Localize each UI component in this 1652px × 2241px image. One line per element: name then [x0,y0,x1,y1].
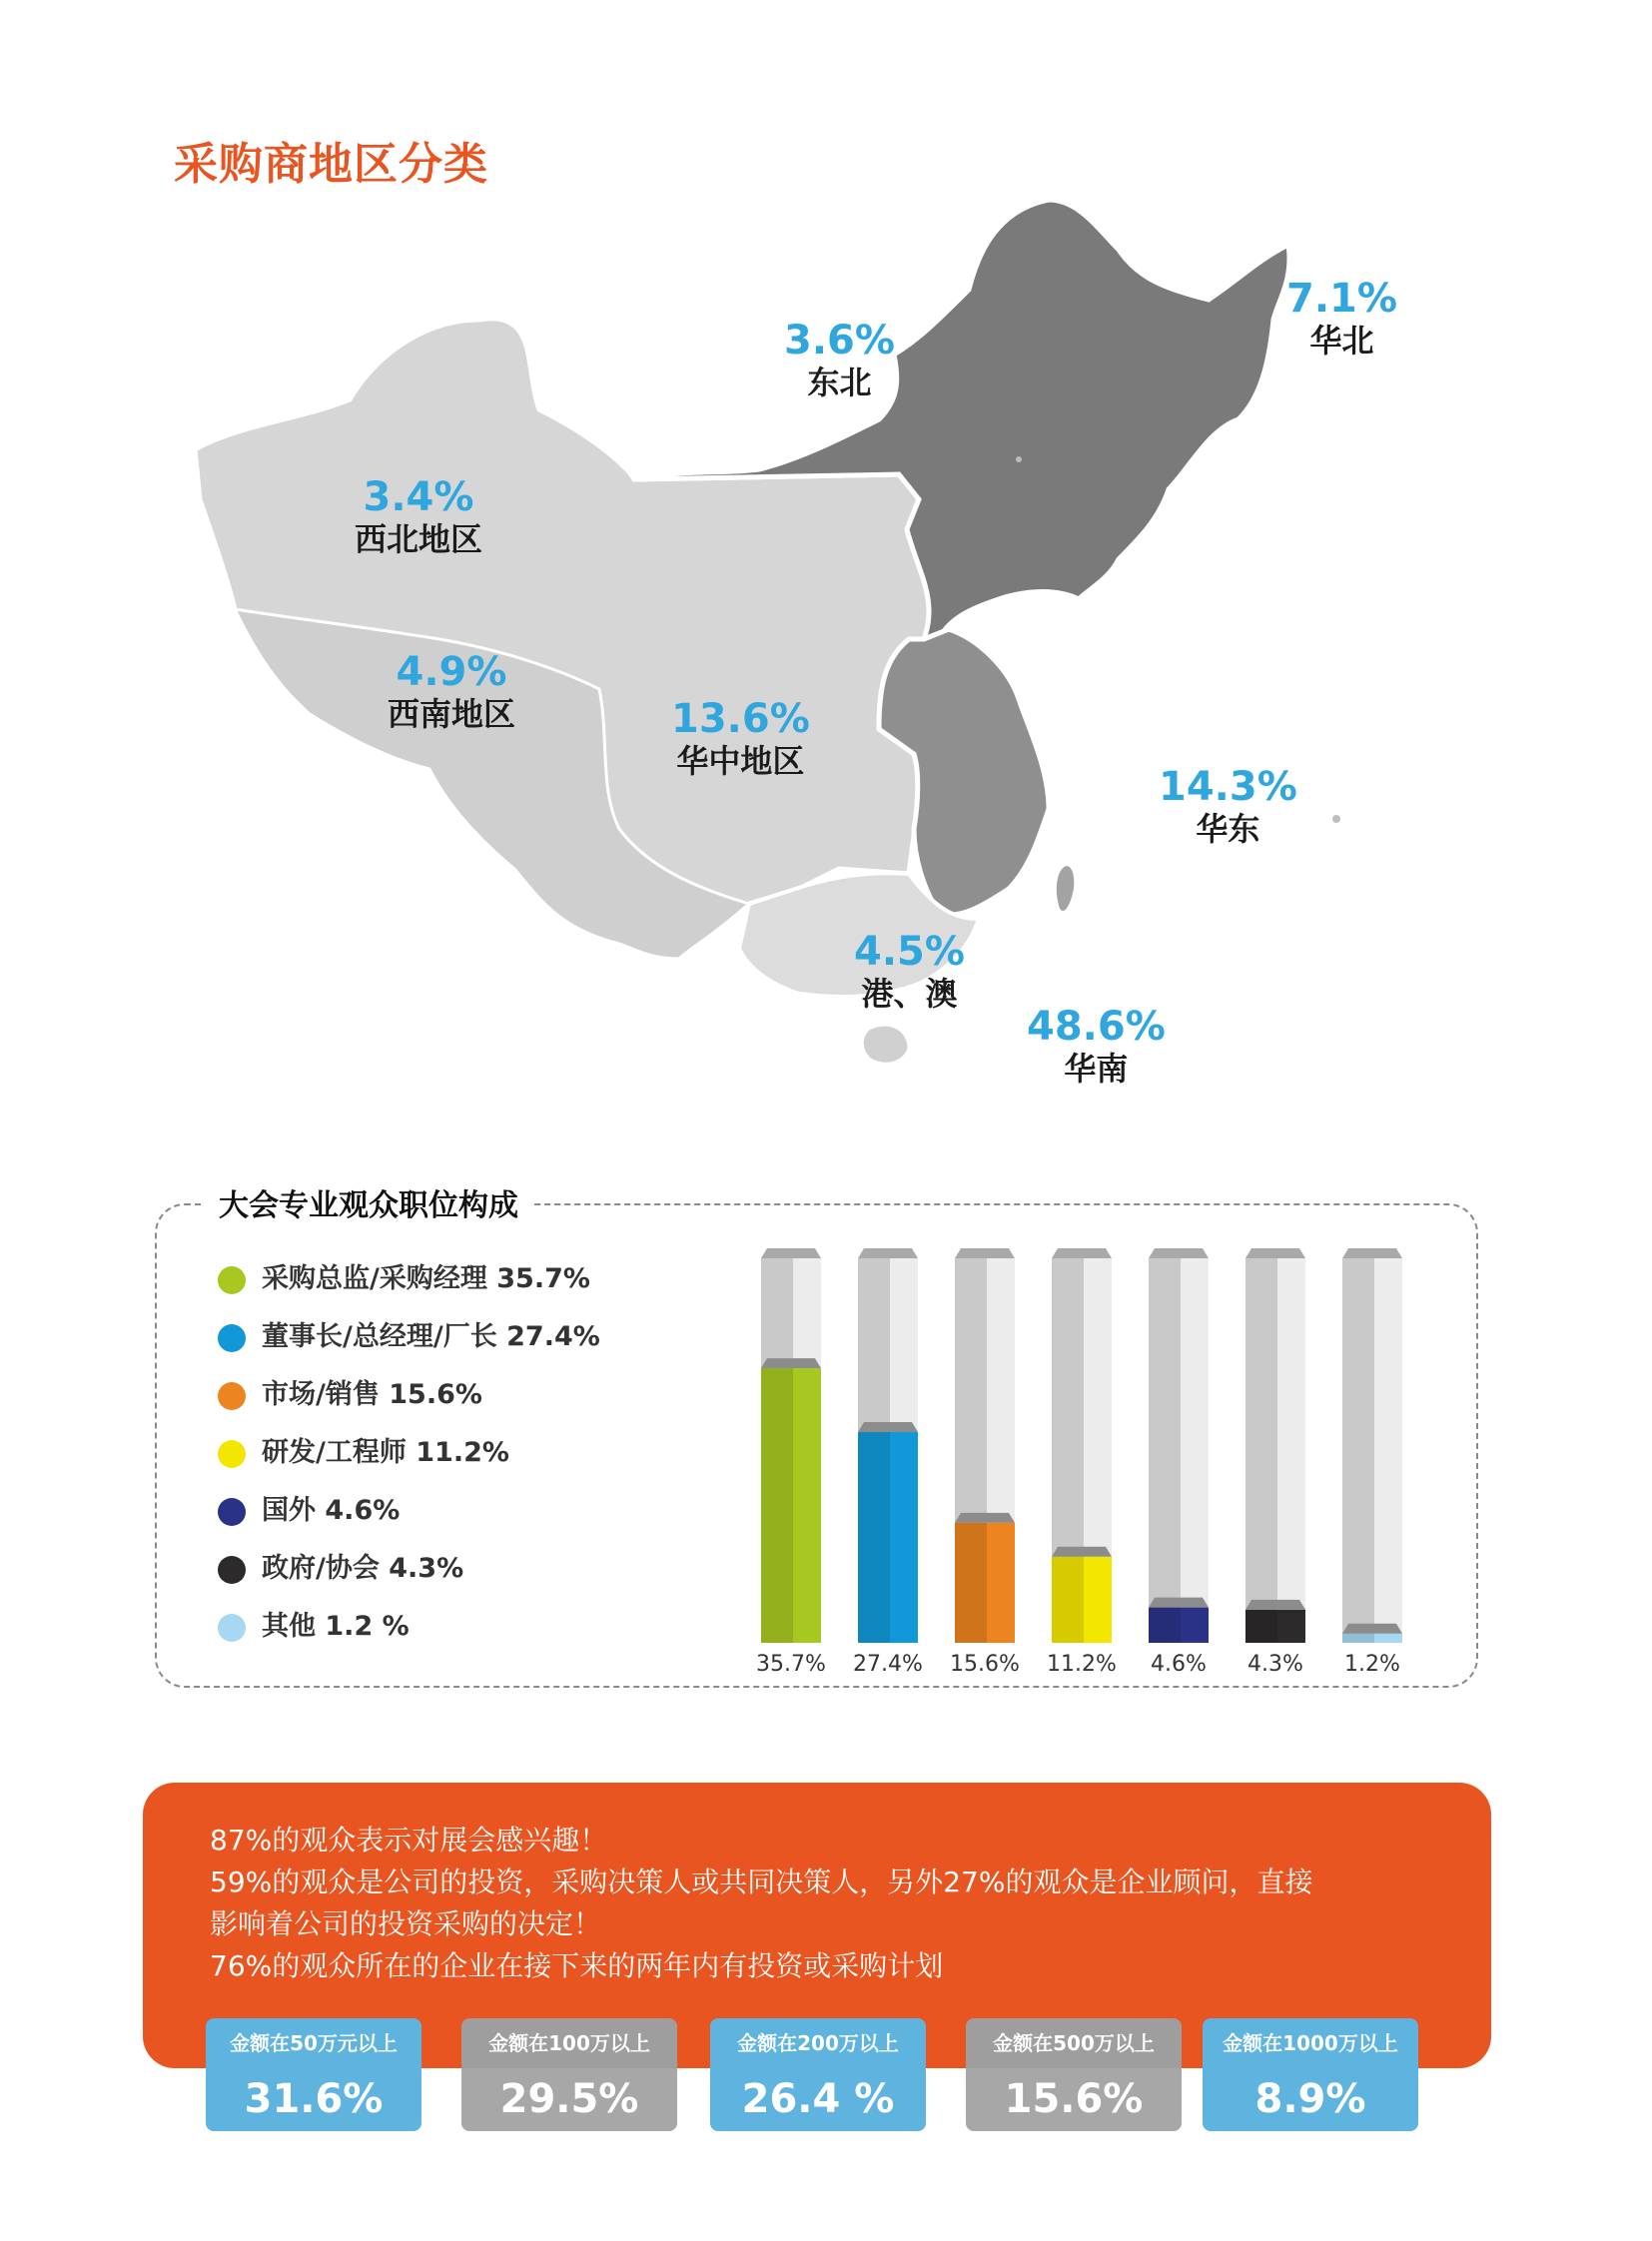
bar-group-3 [950,1248,1020,1677]
region-name: 西北地区 [355,520,483,558]
bar-group-1 [756,1248,826,1677]
region-pct: 14.3% [1159,764,1297,810]
region-name: 西南地区 [388,695,516,733]
map-section-title: 采购商地区分类 [174,139,488,190]
legend-dot-icon [218,1324,246,1352]
amount-value: 31.6% [206,2068,421,2131]
bar-front [955,1523,987,1643]
bar-track-cap [858,1248,918,1258]
banner-line: 87%的观众表示对展会感兴趣！ [210,1824,608,1857]
bar-side [1277,1610,1305,1643]
legend-dot-icon [218,1556,246,1584]
bar-side [793,1368,821,1643]
region-pct: 48.6% [1027,1004,1166,1050]
bar-side [890,1432,918,1643]
legend-dot-icon [218,1266,246,1294]
amount-value: 8.9% [1203,2068,1418,2131]
bar-cap [955,1513,1015,1523]
bar-cap [858,1422,918,1432]
amount-value: 29.5% [461,2068,677,2131]
bar-track-front [1342,1258,1374,1643]
region-pct: 3.6% [784,318,895,364]
map-island-dot [1332,815,1340,823]
bar-track-cap [1245,1248,1305,1258]
bar-cap [1149,1598,1209,1608]
bar-track-cap [1149,1248,1209,1258]
bar-group-2 [853,1248,923,1677]
bar-value-label: 35.7% [756,1652,826,1677]
region-map [180,170,1398,1099]
map-taiwan-island [1056,865,1076,912]
amount-card [966,2018,1182,2131]
banner-text [210,1820,1448,1987]
bar-track-side [1277,1258,1305,1643]
region-label-northwest [355,474,482,558]
banner-line: 59%的观众是公司的投资，采购决策人或共同决策人，另外27%的观众是企业顾问，直接 [210,1866,1313,1898]
amount-card [1203,2018,1418,2131]
legend-label: 研发/工程师 11.2% [262,1437,509,1468]
bar-cap [1052,1547,1112,1557]
legend-label: 董事长/总经理/厂长 27.4% [262,1321,600,1352]
positions-chart-title: 大会专业观众职位构成 [205,1180,532,1224]
legend-dot-icon [218,1440,246,1468]
bar-track-side [1181,1258,1209,1643]
bar-side [987,1523,1015,1643]
region-label-south [1027,1004,1166,1088]
region-pct: 7.1% [1286,276,1397,322]
bar-front [1245,1610,1277,1643]
region-pct: 4.5% [854,929,965,975]
map-island-dot [1016,456,1022,462]
bar-track-front [1245,1258,1277,1643]
bar-group-5 [1149,1248,1209,1677]
amount-label: 金额在200万以上 [710,2018,926,2068]
banner-line: 影响着公司的投资采购的决定！ [210,1907,602,1940]
bar-track-side [1374,1258,1402,1643]
region-name: 华东 [1196,810,1260,848]
amount-value: 15.6% [966,2068,1182,2131]
bar-value-label: 27.4% [853,1652,923,1677]
region-name: 华中地区 [676,742,805,780]
amount-card [461,2018,677,2131]
region-label-east [1159,764,1297,848]
bar-value-label: 11.2% [1047,1652,1117,1677]
region-name: 华南 [1064,1050,1129,1088]
positions-bar-chart [739,1238,1418,1678]
bar-value-label: 15.6% [950,1652,1020,1677]
amount-label: 金额在1000万以上 [1203,2018,1418,2068]
bar-front [1149,1608,1181,1643]
legend-dot-icon [218,1382,246,1410]
legend-label: 其他 1.2 % [262,1611,410,1642]
amount-card [206,2018,421,2131]
bar-side [1084,1557,1112,1643]
legend-label: 市场/销售 15.6% [262,1379,482,1410]
bar-side [1374,1634,1402,1643]
region-name: 东北 [807,364,872,401]
region-label-hk-macau [854,929,965,1013]
legend-label: 政府/协会 4.3% [262,1553,464,1584]
bar-front [761,1368,793,1643]
bar-front [1052,1557,1084,1643]
region-pct: 13.6% [671,696,810,742]
bar-track-cap [1052,1248,1112,1258]
bar-front [1342,1634,1374,1643]
amount-label: 金额在50万元以上 [206,2018,421,2068]
amount-label: 金额在100万以上 [461,2018,677,2068]
bar-cap [761,1358,821,1368]
region-pct: 3.4% [363,474,474,520]
bar-front [858,1432,890,1643]
bar-value-label: 4.6% [1151,1652,1207,1677]
legend-dot-icon [218,1498,246,1526]
bar-cap [1245,1600,1305,1610]
bar-track-cap [1342,1248,1402,1258]
bar-track-cap [955,1248,1015,1258]
legend-label: 国外 4.6% [262,1495,401,1526]
bar-group-7 [1342,1248,1402,1677]
legend-label: 采购总监/采购经理 35.7% [262,1263,590,1294]
bar-group-6 [1245,1248,1305,1677]
amount-value: 26.4 % [710,2068,926,2131]
region-label-east-north [784,318,895,401]
region-name: 华北 [1309,322,1374,360]
bar-side [1181,1608,1209,1643]
bar-track-front [1149,1258,1181,1643]
banner-line: 76%的观众所在的企业在接下来的两年内有投资或采购计划 [210,1949,944,1982]
map-hainan-island [862,1025,909,1064]
region-label-southwest [388,649,515,733]
region-pct: 4.9% [396,649,507,695]
region-label-central [671,696,810,780]
legend-dot-icon [218,1614,246,1642]
amount-card [710,2018,926,2131]
region-label-north [1286,276,1397,360]
region-name: 港、澳 [861,975,958,1013]
amount-label: 金额在500万以上 [966,2018,1182,2068]
bar-group-4 [1047,1248,1117,1677]
bar-cap [1342,1624,1402,1634]
bar-track-cap [761,1248,821,1258]
bar-value-label: 4.3% [1247,1652,1303,1677]
bar-value-label: 1.2% [1344,1652,1400,1677]
